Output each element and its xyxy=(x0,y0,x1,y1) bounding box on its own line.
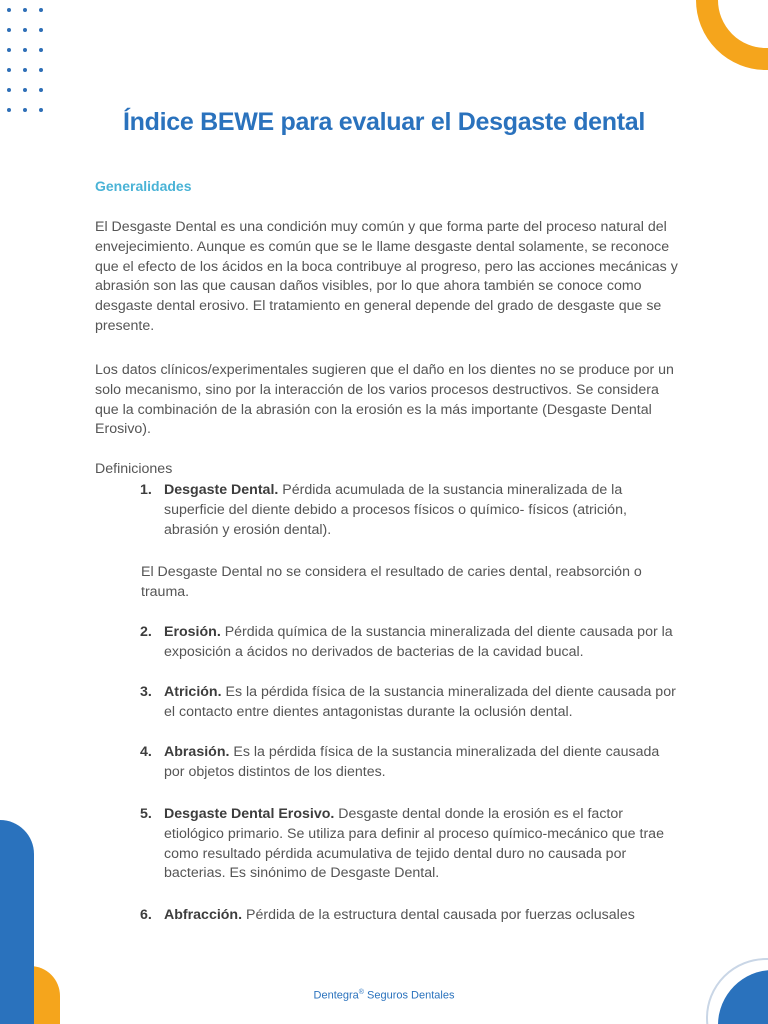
definition-term: Abrasión. xyxy=(164,744,230,760)
dot-decoration xyxy=(7,68,11,72)
definition-number: 6. xyxy=(140,907,152,923)
definition-note: El Desgaste Dental no se considera el resultado de caries dental, reabsorción o trauma. xyxy=(141,564,642,600)
dot-decoration xyxy=(23,8,27,12)
dot-decoration xyxy=(39,88,43,92)
dot-decoration xyxy=(23,48,27,52)
footer-brand xyxy=(0,989,768,1002)
definition-number: 2. xyxy=(140,624,152,640)
definition-term: Erosión. xyxy=(164,624,221,640)
dot-decoration xyxy=(23,68,27,72)
footer-brand-name: Dentegra xyxy=(313,989,359,1002)
orange-ring-decoration xyxy=(696,0,768,70)
definition-list xyxy=(140,805,680,884)
definition-number: 3. xyxy=(140,684,152,700)
definition-item xyxy=(140,805,680,884)
definition-text: Desgaste dental donde la erosión es el factor etiológico primario. Se utiliza para definir al proceso químico-mecánico que trae como resultado pérdida acumulativa de tejido dental duro no causada por bacterias. Es sinónimo de Desgaste Dental. xyxy=(164,806,664,882)
definition-term: Abfracción. xyxy=(164,907,243,923)
definition-text: Pérdida química de la sustancia mineralizada del diente causada por la exposición a ácidos no derivados de bacterias de la cavidad bucal. xyxy=(164,624,673,660)
definition-list xyxy=(140,906,680,926)
definition-item xyxy=(140,743,680,783)
definition-item xyxy=(140,623,680,663)
dot-decoration xyxy=(7,28,11,32)
intro-paragraph: El Desgaste Dental es una condición muy común y que forma parte del proceso natural del envejecimiento. Aunque es común que se le llame desgaste dental solamente, se reconoce que el efecto de los ácidos en la boca contribuye al progreso, pero las acciones mecánicas y abrasión son las que causan daños visibles, por lo que ahora también se conoce como desgaste dental erosivo. El tratamiento en general depende del grado de desgaste que se presente. xyxy=(95,219,678,334)
definitions-label: Definiciones xyxy=(95,461,173,477)
definition-item xyxy=(140,906,680,926)
definition-term: Desgaste Dental Erosivo. xyxy=(164,806,335,822)
dot-decoration xyxy=(39,48,43,52)
dot-decoration xyxy=(39,8,43,12)
dot-decoration xyxy=(39,28,43,32)
dot-decoration xyxy=(23,28,27,32)
footer-brand-rest: Seguros Dentales xyxy=(363,989,455,1002)
dot-decoration xyxy=(23,88,27,92)
section-heading: Generalidades xyxy=(95,178,192,194)
definition-term: Atrición. xyxy=(164,684,222,700)
definition-list xyxy=(140,623,680,663)
definition-list xyxy=(140,481,680,540)
definition-text: Es la pérdida física de la sustancia mineralizada del diente causada por el contacto entre dientes antagonistas durante la oclusión dental. xyxy=(164,684,676,720)
definition-number: 1. xyxy=(140,482,152,498)
dot-decoration xyxy=(39,68,43,72)
definition-term: Desgaste Dental. xyxy=(164,482,279,498)
definition-text: Pérdida de la estructura dental causada por fuerzas oclusales xyxy=(242,907,635,923)
clinical-paragraph: Los datos clínicos/experimentales sugieren que el daño en los dientes no se produce por un solo mecanismo, sino por la interacción de los varios procesos destructivos. Se considera que la combinación de la abrasión con la erosión es la más importante (Desgaste Dental Erosivo). xyxy=(95,362,674,438)
definition-item xyxy=(140,683,680,723)
definition-list xyxy=(140,743,680,783)
definition-number: 5. xyxy=(140,806,152,822)
definition-item xyxy=(140,481,680,540)
definition-number: 4. xyxy=(140,744,152,760)
definition-text: Pérdida acumulada de la sustancia mineralizada de la superficie del diente debido a procesos físicos o químico- físicos (atrición, abrasión y erosión dental). xyxy=(164,482,627,538)
dot-decoration xyxy=(7,8,11,12)
dot-decoration xyxy=(7,88,11,92)
registered-mark: ® xyxy=(358,989,364,996)
definition-list xyxy=(140,683,680,723)
definition-text: Es la pérdida física de la sustancia mineralizada del diente causada por objetos distintos de los dientes. xyxy=(164,744,660,780)
page-title: Índice BEWE para evaluar el Desgaste dental xyxy=(122,108,646,136)
dot-decoration xyxy=(7,48,11,52)
